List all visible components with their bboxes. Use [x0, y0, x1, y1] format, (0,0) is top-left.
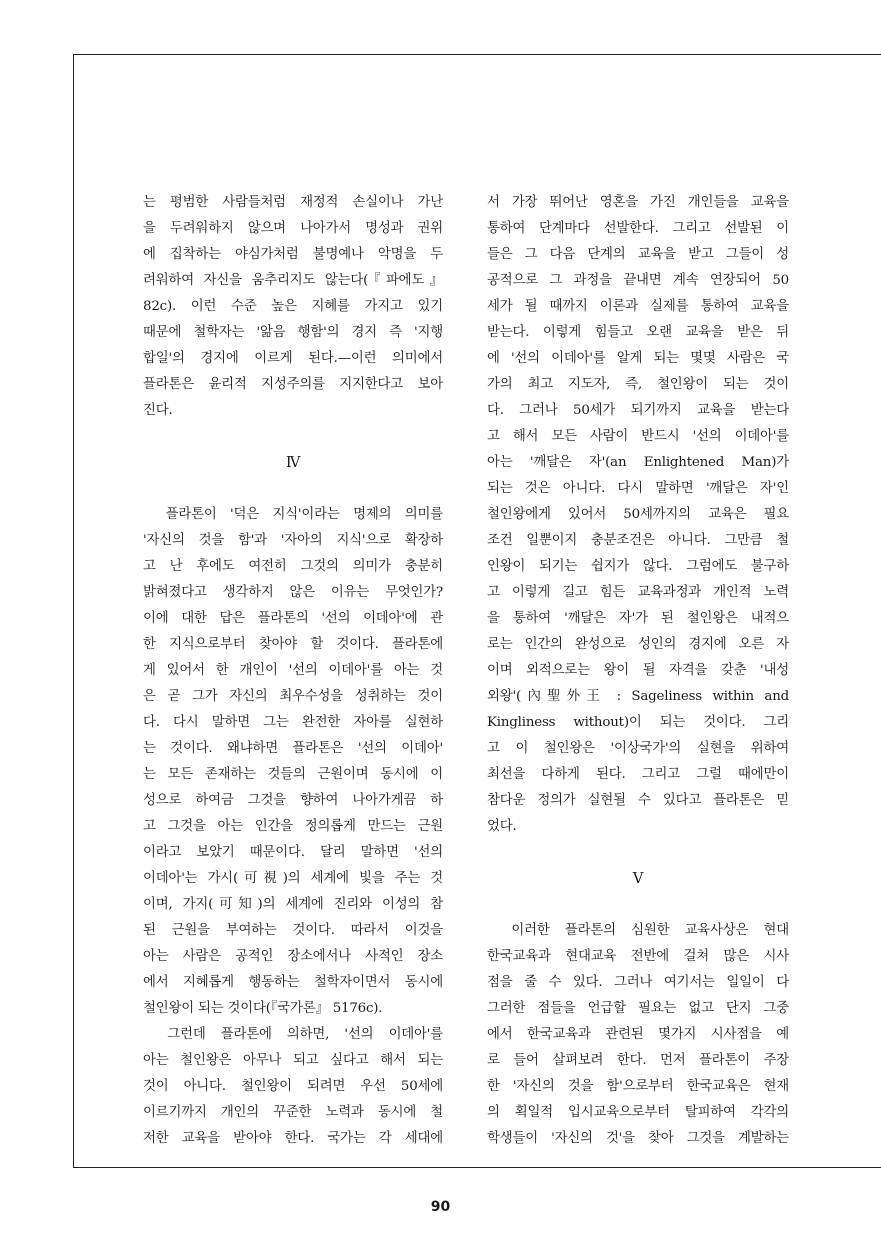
text-line: 는 평범한 사람들처럼 재정적 손실이나 가난: [143, 195, 443, 210]
text-line: 다. 그러나 50세가 되기까지 교육을 받는다: [487, 403, 789, 418]
text-line: 점을 줄 수 있다. 그러나 여기서는 일일이 다: [487, 975, 789, 990]
section-heading: Ⅳ: [285, 455, 301, 471]
text-line: 공적으로 그 과정을 끝내면 계속 연장되어 50: [487, 273, 789, 288]
text-line: 세가 될 때까지 이론과 실제를 통하여 교육을: [487, 299, 789, 314]
text-line: Kingliness without)이 되는 것이다. 그리: [487, 715, 789, 730]
paragraph-gap: [143, 476, 443, 502]
text-line: 성으로 하여금 그것을 향하여 나아가게끔 하: [143, 793, 443, 808]
text-line: 이라고 보았기 때문이다. 달리 말하면 '선의: [143, 845, 443, 860]
text-line: 에 '선의 이데아'를 알게 되는 몇몇 사람은 국: [487, 351, 789, 366]
text-line: 로 들어 살펴보려 한다. 먼저 플라톤이 주장: [487, 1053, 789, 1068]
left-text-column: [143, 190, 443, 1152]
text-line: 철인왕에게 있어서 50세까지의 교육은 필요: [487, 507, 789, 522]
text-line: 아는 사람은 공적인 장소에서나 사적인 장소: [143, 949, 443, 964]
text-line: 그런데 플라톤에 의하면, '선의 이데아'를: [143, 1027, 443, 1042]
text-line: 외왕'(內聖外王 : Sageliness within and: [487, 689, 789, 704]
text-line: 합일'의 경지에 이르게 된다.—이런 의미에서: [143, 351, 443, 366]
text-line: 고 그것을 아는 인간을 정의롭게 만드는 근원: [143, 819, 443, 834]
text-line: 학생들이 '자신의 것'을 찾아 그것을 계발하는: [487, 1131, 789, 1146]
text-line: 그러한 점들을 언급할 필요는 없고 단지 그중: [487, 1001, 789, 1016]
text-line: 이에 대한 답은 플라톤의 '선의 이데아'에 관: [143, 611, 443, 626]
text-line: 이르기까지 개인의 꾸준한 노력과 동시에 철: [143, 1105, 443, 1120]
text-line: 아는 철인왕은 아무나 되고 싶다고 해서 되는: [143, 1053, 443, 1068]
text-line: 다. 다시 말하면 그는 완전한 자아를 실현하: [143, 715, 443, 730]
text-line: '자신의 것을 함'과 '자아의 지식'으로 확장하: [143, 533, 443, 548]
text-line: 한국교육과 현대교육 전반에 걸쳐 많은 시사: [487, 949, 789, 964]
text-line: 가의 최고 지도자, 즉, 철인왕이 되는 것이: [487, 377, 789, 392]
text-line: 때문에 철학자는 '앎음 행함'의 경지 즉 '지행: [143, 325, 443, 340]
text-line: 의 획일적 입시교육으로부터 탈피하여 각각의: [487, 1105, 789, 1120]
text-line: 로는 인간의 완성으로 성인의 경지에 오른 자: [487, 637, 789, 652]
text-line: 을 두려워하지 않으며 나아가서 명성과 권위: [143, 221, 443, 236]
page-frame-top-rule: [73, 54, 881, 55]
text-line: 진다.: [143, 403, 173, 418]
text-line: 최선을 다하게 된다. 그리고 그럴 때에만이: [487, 767, 789, 782]
text-line: 게 있어서 한 개인이 '선의 이데아'를 아는 것: [143, 663, 443, 678]
text-line: 플라톤이 '덕은 지식'이라는 명제의 의미를: [143, 507, 443, 522]
text-line: 것이 아니다. 철인왕이 되려면 우선 50세에: [143, 1079, 443, 1094]
text-line: 이며 외적으로는 왕이 될 자격을 갖춘 '내성: [487, 663, 789, 678]
text-line: 플라톤은 윤리적 지성주의를 지지한다고 보아: [143, 377, 443, 392]
text-line: 을 통하여 '깨달은 자'가 된 철인왕은 내적으: [487, 611, 789, 626]
page-number: 90: [430, 1199, 451, 1215]
text-line: 이러한 플라톤의 심원한 교육사상은 현대: [487, 923, 789, 938]
text-line: 82c). 이런 수준 높은 지혜를 가지고 있기: [143, 299, 443, 314]
text-line: 참다운 정의가 실현될 수 있다고 플라톤은 믿: [487, 793, 789, 808]
text-line: 는 것이다. 왜냐하면 플라톤은 '선의 이데아': [143, 741, 443, 756]
text-line: 에서 지혜롭게 행동하는 철학자이면서 동시에: [143, 975, 443, 990]
text-line: 조건 일뿐이지 충분조건은 아니다. 그만큼 철: [487, 533, 789, 548]
text-line: 된 근원을 부여하는 것이다. 따라서 이것을: [143, 923, 443, 938]
text-line: 고 해서 모든 사람이 반드시 '선의 이데아'를: [487, 429, 789, 444]
text-line: 서 가장 뛰어난 영혼을 가진 개인들을 교육을: [487, 195, 789, 210]
paragraph-gap: [487, 840, 789, 866]
text-line: 는 모든 존재하는 것들의 근원이며 동시에 이: [143, 767, 443, 782]
text-line: 려워하여 자신을 움추리지도 않는다(『파에도』: [143, 273, 443, 288]
text-line: 에서 한국교육과 관련된 몇가지 시사점을 예: [487, 1027, 789, 1042]
text-line: 밝혀졌다고 생각하지 않은 이유는 무엇인가?: [143, 585, 443, 600]
text-line: 이데아'는 가시(可視)의 세계에 빛을 주는 것: [143, 871, 443, 886]
right-text-column: [487, 190, 789, 1152]
page-frame-bottom-rule: [73, 1167, 881, 1168]
text-line: 고 난 후에도 여전히 그것의 의미가 충분히: [143, 559, 443, 574]
text-line: 들은 그 다음 단계의 교육을 받고 그들이 성: [487, 247, 789, 262]
text-line: 아는 '깨달은 자'(an Enlightened Man)가: [487, 455, 789, 470]
text-line: 고 이렇게 길고 힘든 교육과정과 개인적 노력: [487, 585, 789, 600]
page-frame-left-rule: [73, 54, 74, 1167]
text-line: 저한 교육을 받아야 한다. 국가는 각 세대에: [143, 1131, 443, 1146]
paragraph-gap: [143, 424, 443, 450]
text-line: 에 집착하는 야심가처럼 불명예나 악명을 두: [143, 247, 443, 262]
text-line: 인왕이 되기는 쉽지가 않다. 그럼에도 불구하: [487, 559, 789, 574]
text-line: 었다.: [487, 819, 517, 834]
text-line: 이며, 가지(可知)의 세계에 진리와 이성의 참: [143, 897, 443, 912]
text-line: 한 '자신의 것을 함'으로부터 한국교육은 현재: [487, 1079, 789, 1094]
text-line: 받는다. 이렇게 힘들고 오랜 교육을 받은 뒤: [487, 325, 789, 340]
text-line: 한 지식으로부터 찾아야 할 것이다. 플라톤에: [143, 637, 443, 652]
section-heading: Ⅴ: [632, 871, 644, 887]
text-line: 통하여 단계마다 선발한다. 그리고 선발된 이: [487, 221, 789, 236]
text-line: 고 이 철인왕은 '이상국가'의 실현을 위하여: [487, 741, 789, 756]
text-line: 철인왕이 되는 것이다(『국가론』 5176c).: [143, 1001, 383, 1016]
text-line: 되는 것은 아니다. 다시 말하면 '깨달은 자'인: [487, 481, 789, 496]
text-line: 은 곧 그가 자신의 최우수성을 성취하는 것이: [143, 689, 443, 704]
paragraph-gap: [487, 892, 789, 918]
